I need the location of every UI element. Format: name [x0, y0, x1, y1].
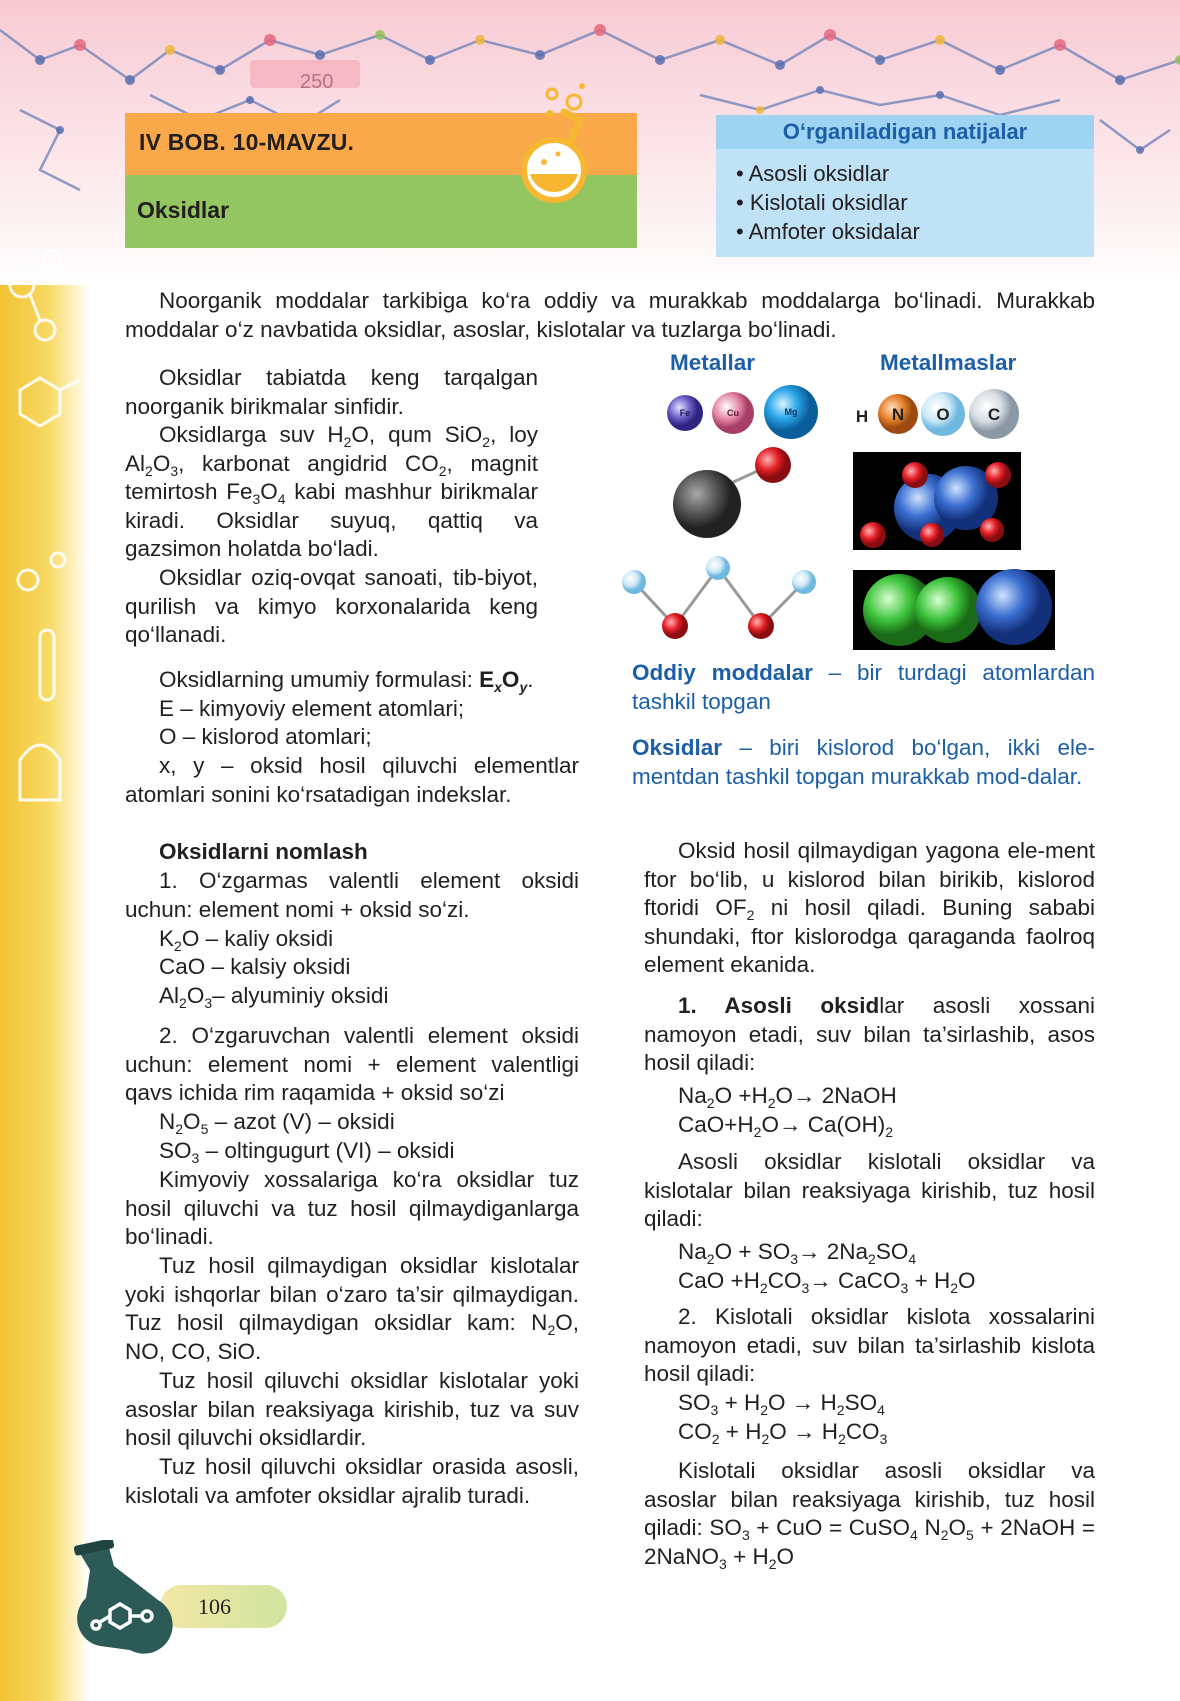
intro-paragraph: Noorganik moddalar tarkibiga ko‘ra oddiy va murakkab moddalarga bo‘linadi. Murakkab moddalar o‘z navbatida oksidlar, asoslar, kislotalar va tuzlarga bo‘linadi. — [125, 288, 1095, 342]
paragraph-salt-forming: Tuz hosil qiluvchi oksidlar kislotalar yoki asoslar bilan reaksiyaga kirishib, tuz va suv hosil qiluvchi oksidlardir. — [125, 1368, 579, 1451]
atom-mg-label: Mg — [784, 407, 798, 417]
acid-base-text: Kislotali oksidlar asosli oksidlar va asoslar bilan reaksiyaga kirishib, tuz hosil qiladi: — [644, 1458, 1095, 1541]
outcome-item: • Asosli oksidlar — [736, 161, 890, 186]
oxygen-molecule-atom-icon — [755, 447, 791, 483]
oxides-definition — [632, 734, 1095, 791]
basic-oxides-paragraph — [644, 992, 1095, 1078]
general-formula-label: Oksidlarning umumiy formulasi: — [159, 667, 480, 692]
equation-na2o-h2o: $Na_2O +H_2O\to$ 2NaOH — [678, 1083, 897, 1111]
chain-oxygen-atom-icon — [792, 570, 816, 594]
fluorine-text-2: ni hosil qiladi. Buning sababi shundaki, ftor kislorodga qaraganda faolroq element ekanida. — [644, 895, 1095, 978]
equation-cao-h2o: $CaO+H_2O\to Ca(OH)_2$ — [678, 1112, 893, 1140]
paragraph-examples: Oksidlarga suv $H_2O$, qum SiO$_2$, loy $Al_2O_3$, karbonat angidrid $CO_2$, magnit temirtosh $Fe_3O_4$ kabi mashhur birikmalar kiradi. Oksidlar suyuq, qattiq va gazsimon holatda bo‘ladi. — [125, 422, 538, 562]
molecule-small-atom-icon — [980, 518, 1004, 542]
example-so3: $SO_3$ – oltingugurt (VI) – oksidi — [159, 1138, 455, 1166]
example-al2o3: $Al_2O_3-$ alyuminiy oksidi — [159, 983, 389, 1011]
simple-substances-term: Oddiy moddalar — [632, 660, 813, 685]
general-formula-line: Oksidlarning umumiy formulasi: $E_xO_y$. — [159, 667, 534, 695]
basic-oxides-text: lar asosli xossani namoyon etadi, suv bilan ta’sirlashib, asos hosil qiladi: — [644, 993, 1095, 1076]
chapter-title: IV BOB. 10-MAVZU. — [139, 129, 355, 155]
molecule-small-atom-icon — [985, 462, 1011, 488]
acidic-oxides-paragraph: 2. Kislotali oksidlar kislota xossalarini namoyon etadi, suv bilan ta’sirlashib kislota hosil qiladi: — [644, 1304, 1095, 1387]
paragraph-oksidlar-tabiatda: Oksidlar tabiatda keng tarqalgan noorganik birikmalar sinfidir. — [125, 365, 538, 419]
atom-cu-label: Cu — [727, 408, 739, 418]
chemistry-icons-decoration — [0, 240, 90, 880]
definition-o: O – kislorod atomlari; — [159, 724, 372, 749]
atom-fe-label: Fe — [679, 408, 691, 418]
simple-substances-text: – bir turdagi atomlardan tashkil topgan — [632, 660, 1095, 714]
oxides-term: Oksidlar — [632, 735, 723, 760]
magnesium-molecule-atom-icon — [673, 470, 741, 538]
topic-title: Oksidlar — [137, 197, 230, 223]
chain-oxygen-atom-icon — [622, 570, 646, 594]
chain-iron-atom-icon — [748, 613, 774, 639]
atom-n-label: N — [891, 405, 905, 424]
molecule-small-atom-icon — [860, 522, 886, 548]
chain-iron-atom-icon — [662, 613, 688, 639]
basic-acid-paragraph: Asosli oksidlar kislotali oksidlar va kislotalar bilan reaksiyaga kirishib, tuz hosil qiladi: — [644, 1149, 1095, 1232]
chain-oxygen-atom-icon — [706, 556, 730, 580]
equation-na2o-so3: $Na_2O + SO_3\to 2Na_2SO_4$ — [678, 1239, 917, 1267]
outcome-item: • Amfoter oksidalar — [736, 219, 920, 244]
paragraph-usage: Oksidlar oziq-ovqat sanoati, tib-biyot, qurilish va kimyo korxonalarida keng qo‘llanadi. — [125, 565, 538, 648]
atoms-and-molecules-figure — [610, 380, 1080, 655]
equation-cao-h2co3: CaO $+H_2CO_3\to$ CaCO$_3$ + $H_2O$ — [678, 1268, 976, 1296]
oxides-text: – biri kislorod bo‘lgan, ikki ele-mentdan tashkil topgan murakkab mod-dalar. — [632, 735, 1095, 789]
naming-rule-2: 2. O‘zgaruvchan valentli element oksidi uchun: element nomi + element valentligi qavs ichida rim raqamida + oksid so‘zi — [125, 1023, 579, 1106]
page-number: 106 — [198, 1594, 231, 1619]
simple-substances-definition — [632, 659, 1095, 716]
basic-oxides-head: 1. Asosli oksid — [678, 993, 880, 1018]
equation-so3-h2o: $SO_3 + H_2O \to H_2SO_4$ — [678, 1390, 885, 1418]
example-cao: CaO – kalsiy oksidi — [159, 954, 351, 979]
paragraph-types: Tuz hosil qiluvchi oksidlar orasida asosli, kislotali va amfoter oksidlar ajralib turadi. — [125, 1454, 579, 1508]
definition-e: E – kimyoviy element atomlari; — [159, 696, 465, 721]
molecule-small-atom-icon — [902, 462, 928, 488]
fluorine-text-1: Oksid hosil qilmaydigan yagona ele-ment ftor bo‘lib, u kislorod bilan birikib, kislorod ftoridi OF — [644, 838, 1095, 921]
flask-icon — [522, 82, 640, 207]
molecule-blue-atom-icon — [976, 569, 1052, 645]
naming-rule-1: 1. O‘zgarmas valentli element oksidi uchun: element nomi + oksid so‘zi. — [125, 868, 579, 922]
equation-co2-h2o: $CO_2 + H_2O \to H_2CO_3$ — [678, 1419, 888, 1447]
learning-outcomes-list — [736, 159, 920, 246]
molecule-green-atom-icon — [915, 577, 981, 643]
atom-c-label: C — [987, 405, 1001, 424]
example-n2o5: $N_2O_5$ – azot (V) – oksidi — [159, 1109, 395, 1137]
flask-footer-icon — [70, 1540, 180, 1660]
naming-title: Oksidlarni nomlash — [159, 839, 368, 864]
paragraph-classification: Kimyoviy xossalariga ko‘ra oksidlar tuz hosil qiluvchi va tuz hosil qilmaydiganlarga bo‘linadi. — [125, 1167, 579, 1250]
atom-o-label: O — [936, 405, 950, 424]
metals-label: Metallar — [670, 350, 756, 375]
example-k2o: $K_2O$ – kaliy oksidi — [159, 926, 334, 954]
fluorine-paragraph: Oksid hosil qilmaydigan yagona ele-ment ftor bo‘lib, u kislorod bilan birikib, kislorod ftoridi $OF_2$ ni hosil qiladi. Buning sababi shundaki, ftor kislorodga qaraganda faolroq element ekanida. — [644, 838, 1095, 978]
atom-h-label: H — [855, 407, 869, 426]
molecule-small-atom-icon — [920, 523, 944, 547]
deco-number: 250 — [300, 71, 334, 93]
learning-outcomes-panel — [716, 115, 1094, 257]
nonmetals-label: Metallmaslar — [880, 350, 1017, 375]
states-sentence: Oksidlar suyuq, qattiq va gazsimon holatda bo‘ladi. — [125, 507, 538, 562]
acid-base-paragraph: Kislotali oksidlar asosli oksidlar va asoslar bilan reaksiyaga kirishib, tuz hosil qiladi: $SO_3$ + CuO = CuSO$_4$ $N_2O_5$ + 2NaOH = 2NaNO$_3$ + $H_2O$ — [644, 1458, 1096, 1572]
outcome-item: • Kislotali oksidlar — [736, 190, 908, 215]
definition-xy: x, y – oksid hosil qiluvchi elementlar atomlari sonini ko‘rsatadigan indekslar. — [125, 753, 579, 807]
paragraph-non-salt-forming: Tuz hosil qilmaydigan oksidlar kislotalar yoki ishqorlar bilan o‘zaro ta’sir qilmaydigan. Tuz hosil qilmaydigan oksidlar kam: $N_2O$, NO, CO, SiO. — [125, 1253, 579, 1364]
learning-outcomes-title: O‘rganiladigan natijalar — [716, 115, 1094, 149]
